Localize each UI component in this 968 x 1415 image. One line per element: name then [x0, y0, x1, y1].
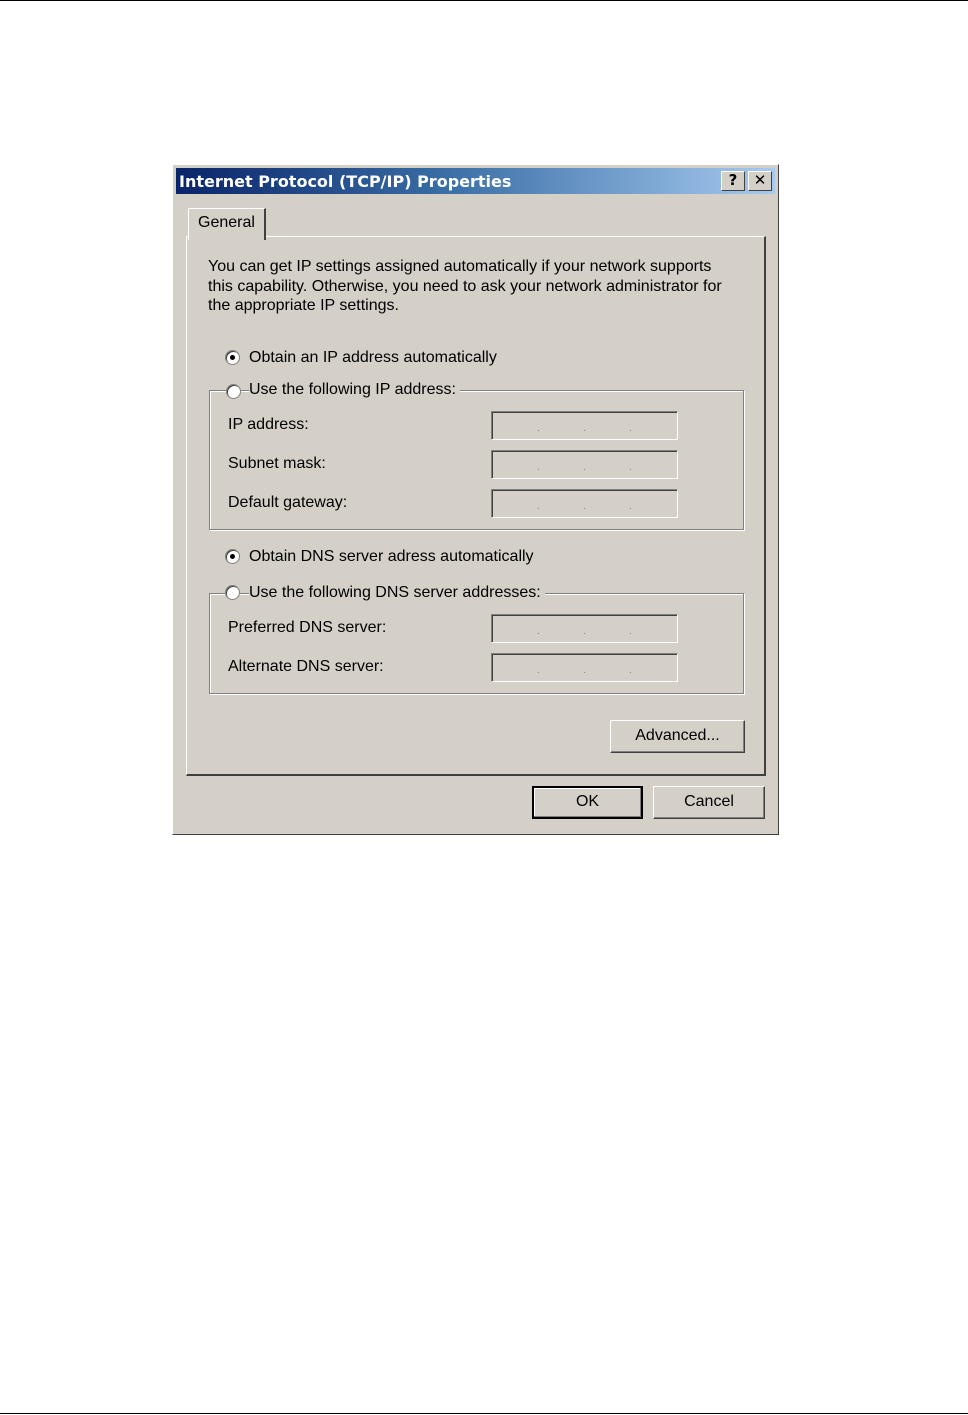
alternate-dns-label: Alternate DNS server: [228, 658, 384, 675]
default-gateway-label: Default gateway: [228, 494, 348, 511]
tcpip-properties-dialog [172, 164, 779, 835]
advanced-button[interactable]: Advanced... [610, 720, 745, 753]
radio-selected-dot [230, 554, 235, 559]
preferred-dns-input[interactable]: . . . [491, 614, 678, 643]
ok-button[interactable]: OK [532, 786, 643, 819]
alternate-dns-input[interactable]: . . . [491, 653, 678, 682]
radio-selected-dot [230, 355, 235, 360]
default-gateway-input[interactable]: . . . [491, 489, 678, 518]
close-icon: ✕ [753, 171, 767, 189]
close-button[interactable] [748, 171, 772, 191]
title-bar[interactable] [176, 168, 775, 194]
use-following-dns-label[interactable]: Use the following DNS server addresses: [249, 584, 545, 602]
page-top-rule [0, 0, 968, 1]
obtain-dns-auto-label[interactable]: Obtain DNS server adress automatically [249, 548, 538, 566]
obtain-ip-auto-label[interactable]: Obtain an IP address automatically [249, 349, 501, 367]
intro-line: this capability. Otherwise, you need to ask your network administrator for [208, 277, 722, 295]
intro-text [208, 257, 738, 316]
intro-line: You can get IP settings assigned automatically if your network supports [208, 258, 712, 275]
ip-address-input[interactable]: . . . [491, 411, 678, 440]
subnet-mask-label: Subnet mask: [228, 455, 326, 472]
dialog-title: Internet Protocol (TCP/IP) Properties [179, 172, 512, 191]
ip-address-label: IP address: [228, 416, 309, 433]
obtain-ip-auto-radio[interactable] [225, 350, 240, 365]
help-button[interactable] [721, 171, 745, 191]
question-mark-icon: ? [728, 171, 738, 189]
cancel-button[interactable]: Cancel [653, 786, 765, 819]
obtain-dns-auto-radio[interactable] [225, 549, 240, 564]
page-bottom-rule [0, 1413, 968, 1414]
use-following-ip-label[interactable]: Use the following IP address: [249, 381, 460, 399]
use-following-dns-radio[interactable] [225, 585, 240, 600]
tab-general[interactable]: General [188, 208, 266, 240]
intro-line: the appropriate IP settings. [208, 297, 399, 314]
subnet-mask-input[interactable]: . . . [491, 450, 678, 479]
use-following-ip-radio[interactable] [226, 384, 241, 399]
preferred-dns-label: Preferred DNS server: [228, 619, 387, 636]
